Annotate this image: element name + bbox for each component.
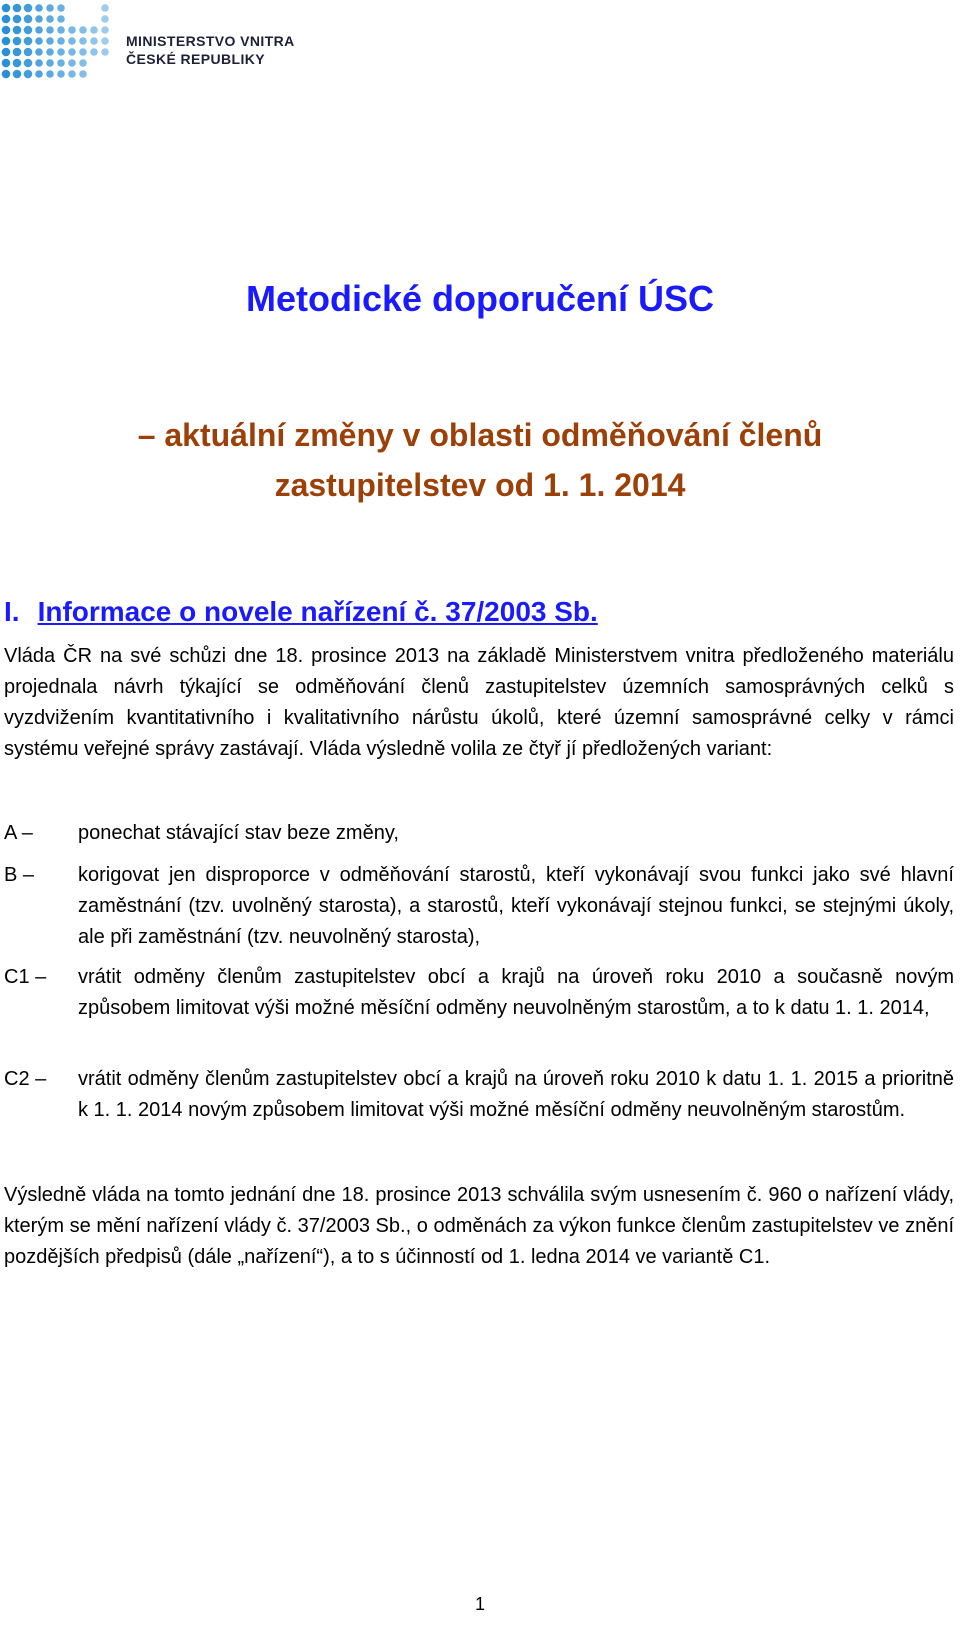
logo-dot <box>101 37 109 45</box>
logo-dot <box>57 15 65 23</box>
variant-item <box>4 1064 954 1126</box>
logo-dot <box>46 15 54 23</box>
logo-dot <box>13 37 22 46</box>
logo-dot <box>57 4 65 12</box>
variant-text: ponechat stávající stav beze změny, <box>78 822 399 844</box>
intro-paragraph: Vláda ČR na své schůzi dne 18. prosince 2013 na základě Ministerstvem vnitra předloženého materiálu projednala návrh týkající se odměňování členů zastupitelstev územních samosprávných celků s vyzdvižením kvantitativního i kvalitativního nárůstu úkolů, které územní samosprávné celky v rámci systému veřejné správy zastávají. Vláda výsledně volila ze čtyř jí předložených variant: <box>4 645 954 760</box>
logo-dot <box>24 48 33 57</box>
logo-dot <box>24 15 33 24</box>
variant-text: korigovat jen disproporce v odměňování starostů, kteří vykonávají svou funkci jako své hlavní zaměstnání (tzv. uvolněný starosta), a starostů, kteří vykonávají stejnou funkci, se stejnými úkoly, ale při zaměstnání (tzv. neuvolněný starosta), <box>78 864 954 948</box>
logo-dot <box>68 37 76 45</box>
variant-label: C1 – <box>4 966 47 988</box>
logo-dot <box>2 70 11 79</box>
logo-dot <box>79 59 87 67</box>
ministry-logo <box>0 0 300 86</box>
logo-dot <box>13 70 22 79</box>
logo-dot <box>101 48 109 56</box>
logo-dot <box>35 26 43 34</box>
logo-dot <box>24 26 33 35</box>
logo-dot <box>101 15 109 23</box>
logo-dot <box>13 4 22 13</box>
variant-item <box>4 860 954 953</box>
logo-dot <box>57 70 65 78</box>
logo-dot <box>46 59 54 67</box>
logo-dot <box>90 48 98 56</box>
logo-dot <box>68 26 76 34</box>
logo-dot <box>2 59 11 68</box>
logo-dot <box>2 26 11 35</box>
logo-dot <box>46 26 54 34</box>
logo-dot <box>35 15 43 23</box>
logo-dot <box>46 37 54 45</box>
logo-text <box>126 32 295 68</box>
section-heading <box>4 596 598 628</box>
logo-dot <box>35 70 43 78</box>
logo-dot <box>2 15 11 24</box>
variant-label: A – <box>4 822 33 844</box>
logo-dot <box>24 4 33 13</box>
logo-dot <box>46 70 54 78</box>
logo-dot <box>13 59 22 68</box>
section-number: I. <box>4 596 20 627</box>
variant-text: vrátit odměny členům zastupitelstev obcí a krajů na úroveň roku 2010 k datu 1. 1. 2015 a prioritně k 1. 1. 2014 novým způsobem limitovat výši možné měsíční odměny neuvolněným starostům. <box>78 1068 954 1121</box>
section-heading-text: Informace o novele nařízení č. 37/2003 Sb. <box>37 596 598 627</box>
logo-dot <box>35 4 43 12</box>
logo-dot <box>68 59 76 67</box>
variant-label: B – <box>4 864 35 886</box>
conclusion-paragraph: Výsledně vláda na tomto jednání dne 18. prosince 2013 schválila svým usnesením č. 960 o nařízení vlády, kterým se mění nařízení vlády č. 37/2003 Sb., o odměnách za výkon funkce členům zastupitelstev ve znění pozdějších předpisů (dále „nařízení“), a to s účinností od 1. ledna 2014 ve variantě C1. <box>4 1184 954 1268</box>
logo-dot <box>79 26 87 34</box>
logo-dot <box>46 4 54 12</box>
logo-dot <box>57 59 65 67</box>
logo-dot <box>13 48 22 57</box>
logo-dot <box>24 37 33 46</box>
logo-dot <box>13 26 22 35</box>
logo-dot <box>35 48 43 56</box>
logo-dot <box>57 48 65 56</box>
ministry-logo-icon <box>0 2 112 84</box>
logo-dot <box>57 26 65 34</box>
logo-dot <box>24 59 33 68</box>
variant-item <box>4 818 954 849</box>
logo-dot <box>46 48 54 56</box>
logo-dot <box>2 48 11 57</box>
logo-dot <box>79 48 87 56</box>
document-title: Metodické doporučení ÚSC <box>245 278 715 319</box>
logo-dot <box>101 26 109 34</box>
logo-dot <box>24 70 33 79</box>
document-subtitle: – aktuální změny v oblasti odměňování členů zastupitelstev od 1. 1. 2014 <box>137 417 823 503</box>
logo-line-2: ČESKÉ REPUBLIKY <box>126 51 266 67</box>
logo-dot <box>79 70 87 78</box>
logo-line-1: MINISTERSTVO VNITRA <box>126 33 295 49</box>
logo-dot <box>90 26 98 34</box>
logo-dot <box>35 59 43 67</box>
logo-dot <box>90 37 98 45</box>
variant-text: vrátit odměny členům zastupitelstev obcí a krajů na úroveň roku 2010 a současně novým způsobem limitovat výši možné měsíční odměny neuvolněným starostům, a to k datu 1. 1. 2014, <box>78 966 954 1019</box>
variant-item <box>4 962 954 1024</box>
logo-dot <box>57 37 65 45</box>
logo-dot <box>68 70 76 78</box>
logo-dot <box>2 4 11 13</box>
logo-dot <box>13 15 22 24</box>
page-number: 1 <box>474 1594 485 1614</box>
logo-dot <box>2 37 11 46</box>
logo-dot <box>79 37 87 45</box>
variant-label: C2 – <box>4 1068 47 1090</box>
logo-dot <box>68 48 76 56</box>
logo-dot <box>101 4 109 12</box>
logo-dot <box>35 37 43 45</box>
